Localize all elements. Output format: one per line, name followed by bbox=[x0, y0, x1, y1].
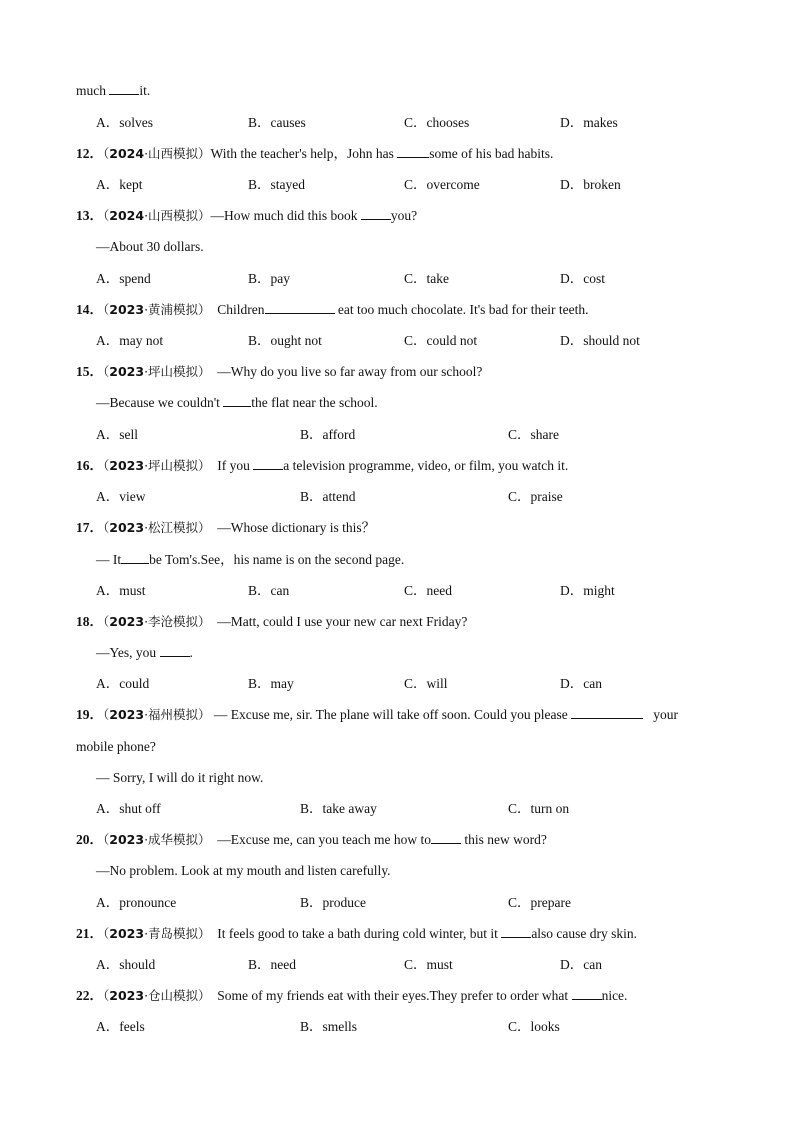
question-18 bbox=[76, 613, 467, 631]
question-line bbox=[76, 82, 150, 100]
answer-blank[interactable] bbox=[265, 301, 335, 314]
question-22 bbox=[76, 987, 627, 1005]
option-a[interactable]: A．sell bbox=[96, 427, 138, 442]
answer-blank[interactable] bbox=[121, 551, 149, 564]
option-a[interactable]: A．view bbox=[96, 489, 146, 504]
question-text: eat too much chocolate. It's bad for their teeth. bbox=[337, 302, 589, 317]
question-text: much bbox=[76, 83, 106, 98]
answer-blank[interactable] bbox=[431, 831, 461, 844]
question-15 bbox=[76, 363, 482, 381]
answer-blank[interactable] bbox=[361, 207, 391, 220]
option-a[interactable]: A．shut off bbox=[96, 801, 161, 816]
question-source: （2023·松江模拟） bbox=[103, 520, 211, 535]
question-text: nice. bbox=[601, 988, 628, 1003]
question-text: it. bbox=[139, 83, 151, 98]
option-c[interactable]: C．take bbox=[404, 271, 449, 286]
option-d[interactable]: D．should not bbox=[560, 333, 640, 348]
question-source: （2023·李沧模拟） bbox=[103, 614, 211, 629]
question-text: —Excuse me, can you teach me how to bbox=[217, 832, 431, 847]
option-c[interactable]: C．looks bbox=[508, 1019, 560, 1034]
question-source: （2023·福州模拟） bbox=[103, 707, 211, 722]
question-text: — Excuse me, sir. The plane will take off soon. Could you please bbox=[213, 707, 568, 722]
question-text: your bbox=[653, 707, 678, 722]
option-a[interactable]: A．spend bbox=[96, 271, 151, 286]
option-a[interactable]: A．should bbox=[96, 957, 156, 972]
option-b[interactable]: B．smells bbox=[300, 1019, 358, 1034]
question-text: some of his bad habits. bbox=[429, 146, 554, 161]
answer-blank[interactable] bbox=[397, 145, 429, 158]
option-c[interactable]: C．prepare bbox=[508, 895, 571, 910]
question-number: 12． bbox=[76, 146, 103, 161]
question-21 bbox=[76, 925, 637, 943]
question-text: Children bbox=[217, 302, 265, 317]
question-source: （2023·坪山模拟） bbox=[103, 458, 211, 473]
option-d[interactable]: D．might bbox=[560, 583, 615, 598]
question-text: With the teacher's help，John has bbox=[210, 146, 394, 161]
option-d[interactable]: D．cost bbox=[560, 271, 605, 286]
question-number: 14． bbox=[76, 302, 103, 317]
question-number: 20． bbox=[76, 832, 103, 847]
option-b[interactable]: B．afford bbox=[300, 427, 356, 442]
question-text: If you bbox=[217, 458, 250, 473]
option-b[interactable]: B．causes bbox=[248, 115, 306, 130]
option-d[interactable]: D．can bbox=[560, 957, 602, 972]
question-text: you? bbox=[390, 208, 418, 223]
question-number: 15． bbox=[76, 364, 103, 379]
option-a[interactable]: A．could bbox=[96, 676, 150, 691]
option-a[interactable]: A．feels bbox=[96, 1019, 145, 1034]
answer-blank[interactable] bbox=[571, 706, 643, 719]
option-d[interactable]: D．can bbox=[560, 676, 602, 691]
question-line: —Yes, you . bbox=[96, 645, 193, 660]
option-b[interactable]: B．pay bbox=[248, 271, 290, 286]
question-19 bbox=[76, 706, 678, 724]
option-a[interactable]: A．pronounce bbox=[96, 895, 177, 910]
question-14 bbox=[76, 301, 589, 319]
option-a[interactable]: A．kept bbox=[96, 177, 143, 192]
question-line: — It be Tom's.See，his name is on the second page. bbox=[96, 552, 405, 567]
question-source: （2023·仓山模拟） bbox=[103, 988, 211, 1003]
option-b[interactable]: B．stayed bbox=[248, 177, 305, 192]
question-text: a television programme, video, or film, you watch it. bbox=[283, 458, 569, 473]
option-c[interactable]: C．turn on bbox=[508, 801, 570, 816]
question-12 bbox=[76, 145, 553, 163]
answer-blank[interactable] bbox=[501, 925, 531, 938]
option-a[interactable]: A．solves bbox=[96, 115, 153, 130]
option-a[interactable]: A．must bbox=[96, 583, 146, 598]
answer-blank[interactable] bbox=[572, 987, 602, 1000]
answer-blank[interactable] bbox=[223, 394, 251, 407]
option-c[interactable]: C．praise bbox=[508, 489, 563, 504]
question-text: this new word? bbox=[464, 832, 547, 847]
answer-blank[interactable] bbox=[160, 644, 190, 657]
answer-blank[interactable] bbox=[253, 457, 283, 470]
option-c[interactable]: C．could not bbox=[404, 333, 478, 348]
option-a[interactable]: A．may not bbox=[96, 333, 164, 348]
option-b[interactable]: B．can bbox=[248, 583, 290, 598]
question-line: mobile phone? bbox=[76, 739, 156, 754]
option-b[interactable]: B．take away bbox=[300, 801, 377, 816]
question-number: 19． bbox=[76, 707, 103, 722]
option-c[interactable]: C．chooses bbox=[404, 115, 470, 130]
option-b[interactable]: B．attend bbox=[300, 489, 356, 504]
question-17 bbox=[76, 519, 375, 537]
question-source: （2023·成华模拟） bbox=[103, 832, 211, 847]
option-c[interactable]: C．share bbox=[508, 427, 559, 442]
question-text: —Why do you live so far away from our school? bbox=[217, 364, 483, 379]
question-line: — Sorry, I will do it right now. bbox=[96, 770, 264, 785]
question-line: —About 30 dollars. bbox=[96, 239, 204, 254]
question-text: —How much did this book bbox=[210, 208, 358, 223]
question-text: —Matt, could I use your new car next Friday? bbox=[217, 614, 468, 629]
question-16 bbox=[76, 457, 568, 475]
question-number: 21． bbox=[76, 926, 103, 941]
option-d[interactable]: D．broken bbox=[560, 177, 621, 192]
question-number: 17． bbox=[76, 520, 103, 535]
question-line: —No problem. Look at my mouth and listen carefully. bbox=[96, 863, 391, 878]
question-source: （2023·黄浦模拟） bbox=[103, 302, 211, 317]
question-text: —Whose dictionary is this？ bbox=[217, 520, 376, 535]
option-c[interactable]: C．must bbox=[404, 957, 453, 972]
option-b[interactable]: B．ought not bbox=[248, 333, 322, 348]
question-line: —Because we couldn't the flat near the school. bbox=[96, 395, 378, 410]
question-number: 13． bbox=[76, 208, 103, 223]
option-c[interactable]: C．will bbox=[404, 676, 448, 691]
answer-blank[interactable] bbox=[109, 82, 139, 95]
option-b[interactable]: B．may bbox=[248, 676, 294, 691]
option-c[interactable]: C．overcome bbox=[404, 177, 480, 192]
question-source: （2023·青岛模拟） bbox=[103, 926, 211, 941]
question-number: 18． bbox=[76, 614, 103, 629]
question-number: 16． bbox=[76, 458, 103, 473]
option-d[interactable]: D．makes bbox=[560, 115, 618, 130]
question-13 bbox=[76, 207, 417, 225]
option-b[interactable]: B．need bbox=[248, 957, 296, 972]
option-b[interactable]: B．produce bbox=[300, 895, 366, 910]
option-c[interactable]: C．need bbox=[404, 583, 452, 598]
question-source: （2023·坪山模拟） bbox=[103, 364, 211, 379]
question-number: 22． bbox=[76, 988, 103, 1003]
question-source: （2024·山西模拟） bbox=[103, 146, 211, 161]
question-text: Some of my friends eat with their eyes.They prefer to order what bbox=[217, 988, 569, 1003]
question-source: （2024·山西模拟） bbox=[103, 208, 211, 223]
question-text: It feels good to take a bath during cold winter, but it bbox=[217, 926, 498, 941]
question-text: also cause dry skin. bbox=[531, 926, 638, 941]
question-20 bbox=[76, 831, 547, 849]
